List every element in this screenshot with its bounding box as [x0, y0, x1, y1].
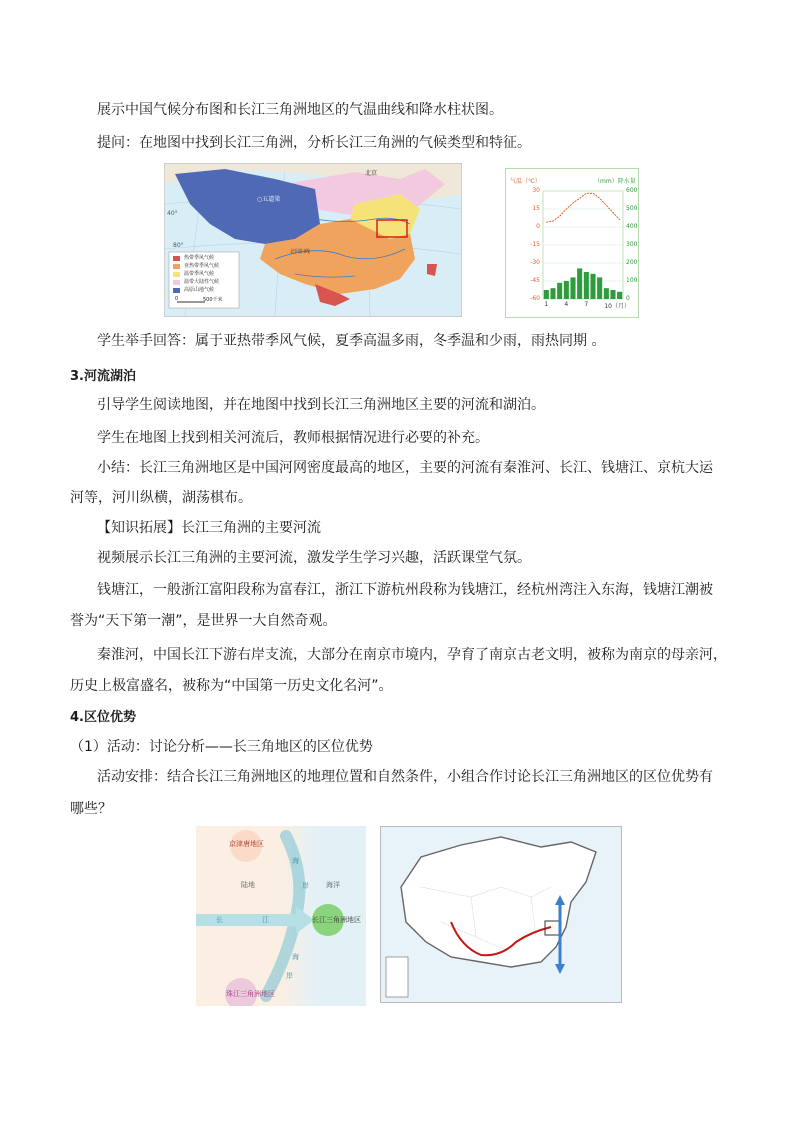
y-left-tick: -60: [530, 295, 540, 302]
coast-char-2: 岸: [302, 882, 309, 890]
yangtze-arrow: [196, 906, 314, 934]
x-tick: 7: [584, 301, 589, 308]
precip-bar: [610, 290, 615, 299]
para-question: 提问：在地图中找到长江三角洲，分析长江三角洲的气候类型和特征。: [97, 135, 531, 151]
location-diagram: [196, 826, 366, 1006]
para-guide: 引导学生阅读地图，并在地图中找到长江三角洲地区主要的河流和湖泊。: [97, 397, 545, 413]
y-left-tick: 0: [536, 223, 540, 230]
x-tick: 10（月）: [604, 303, 630, 310]
china-yangtze-map: [380, 826, 622, 1003]
para-summary-1: 小结：长江三角洲地区是中国河网密度最高的地区，主要的河流有秦淮河、长江、钱塘江、京杭大运: [97, 460, 713, 476]
region-plateau: [175, 169, 320, 244]
label-lat-40: 40°: [167, 210, 178, 217]
y-left-tick: 30: [532, 187, 540, 194]
para-student-answer: 学生举手回答：属于亚热带季风气候，夏季高温多雨，冬季温和少雨，雨热同期 。: [97, 333, 606, 349]
label-jingjintang: 京津唐地区: [229, 840, 264, 848]
para-qiantang-1: 钱塘江，一般浙江富阳段称为富春江，浙江下游杭州段称为钱塘江，经杭州湾注入东海，钱塘江潮被: [97, 582, 713, 598]
para-video: 视频展示长江三角洲的主要河流，激发学生学习兴趣，活跃课堂气氛。: [97, 550, 531, 566]
coast-char-1: 海: [292, 857, 299, 865]
precip-bar: [590, 274, 595, 299]
precip-bar: [577, 268, 582, 299]
y-right-tick: 200: [626, 259, 638, 266]
para-qinhuai-1: 秦淮河，中国长江下游右岸支流，大部分在南京市境内，孕育了南京古老文明，被称为南京的母亲河，: [97, 647, 727, 663]
river-char-1: 长: [216, 916, 223, 924]
heading-rivers: 3.河流湖泊: [70, 369, 136, 384]
climate-chart: [505, 168, 639, 318]
arrow-down: [555, 964, 565, 974]
y-left-tick: 15: [532, 205, 540, 212]
para-arrangement-2: 哪些？: [70, 801, 112, 817]
label-beijing: 北京: [365, 170, 378, 177]
coast-char-4: 岸: [286, 972, 293, 980]
precip-bar: [617, 292, 622, 299]
x-tick: 4: [564, 301, 569, 308]
precip-bar: [550, 288, 555, 299]
y-right-tick: 300: [626, 241, 638, 248]
precip-bar: [564, 281, 569, 299]
legend-item-subtropical: 亚热带季风气候: [184, 263, 220, 269]
china-outline: [401, 837, 596, 967]
label-pearl-delta: 珠江三角洲地区: [226, 990, 275, 998]
label-yangtze-delta: 长江三角洲地区: [312, 916, 361, 924]
label-lon-80: 80°: [173, 242, 184, 249]
para-qinhuai-2: 历史上极富盛名，被称为“中国第一历史文化名河”。: [70, 678, 393, 694]
inset-box: [386, 957, 408, 997]
para-intro: 展示中国气候分布图和长江三角洲地区的气温曲线和降水柱状图。: [97, 102, 503, 118]
river-char-2: 江: [262, 916, 269, 924]
y-left-tick: -15: [530, 241, 540, 248]
y-right-tick: 400: [626, 223, 638, 230]
label-land: 陆地: [241, 881, 255, 889]
precip-bar: [570, 277, 575, 299]
para-knowledge-ext: 【知识拓展】长江三角洲的主要河流: [97, 520, 321, 536]
precip-bar: [584, 272, 589, 299]
ylabel-right: （mm）降水量: [594, 178, 636, 185]
para-find-rivers: 学生在地图上找到相关河流后，教师根据情况进行必要的补充。: [97, 430, 489, 446]
y-right-tick: 0: [626, 295, 630, 302]
label-ocean: 海洋: [326, 881, 340, 889]
legend-item-temperate-continental: 温带大陆性气候: [184, 279, 220, 285]
heading-location: 4.区位优势: [70, 710, 136, 725]
climate-distribution-map: [164, 163, 462, 317]
precip-bar: [604, 288, 609, 299]
precip-bar: [597, 277, 602, 299]
precip-bar: [544, 290, 549, 299]
y-right-tick: 600: [626, 187, 638, 194]
label-wudaoliang: ○五道梁: [257, 196, 281, 203]
para-qiantang-2: 誉为“天下第一潮”，是世界一大自然奇观。: [70, 613, 337, 629]
legend-item-temperate-monsoon: 温带季风气候: [184, 271, 215, 277]
scale-zero: 0: [175, 296, 179, 302]
para-activity: （1）活动：讨论分析——长三角地区的区位优势: [70, 739, 373, 755]
y-left-tick: -30: [530, 259, 540, 266]
ylabel-left: 气温（℃）: [510, 178, 541, 185]
para-summary-2: 河等，河川纵横，湖荡棋布。: [70, 490, 252, 506]
x-tick: 1: [544, 301, 549, 308]
precip-bar: [557, 283, 562, 299]
label-tropic: 北回归线: [290, 249, 311, 255]
y-right-tick: 500: [626, 205, 638, 212]
y-left-tick: -45: [530, 277, 540, 284]
para-arrangement-1: 活动安排：结合长江三角洲地区的地理位置和自然条件，小组合作讨论长江三角洲地区的区位优势有: [97, 769, 713, 785]
scale-label: 500千米: [203, 297, 223, 303]
coast-char-3: 海: [292, 953, 299, 961]
y-right-tick: 100: [626, 277, 638, 284]
legend-item-tropical: 热带季风气候: [184, 255, 215, 261]
legend-item-plateau: 高原山地气候: [184, 287, 215, 293]
